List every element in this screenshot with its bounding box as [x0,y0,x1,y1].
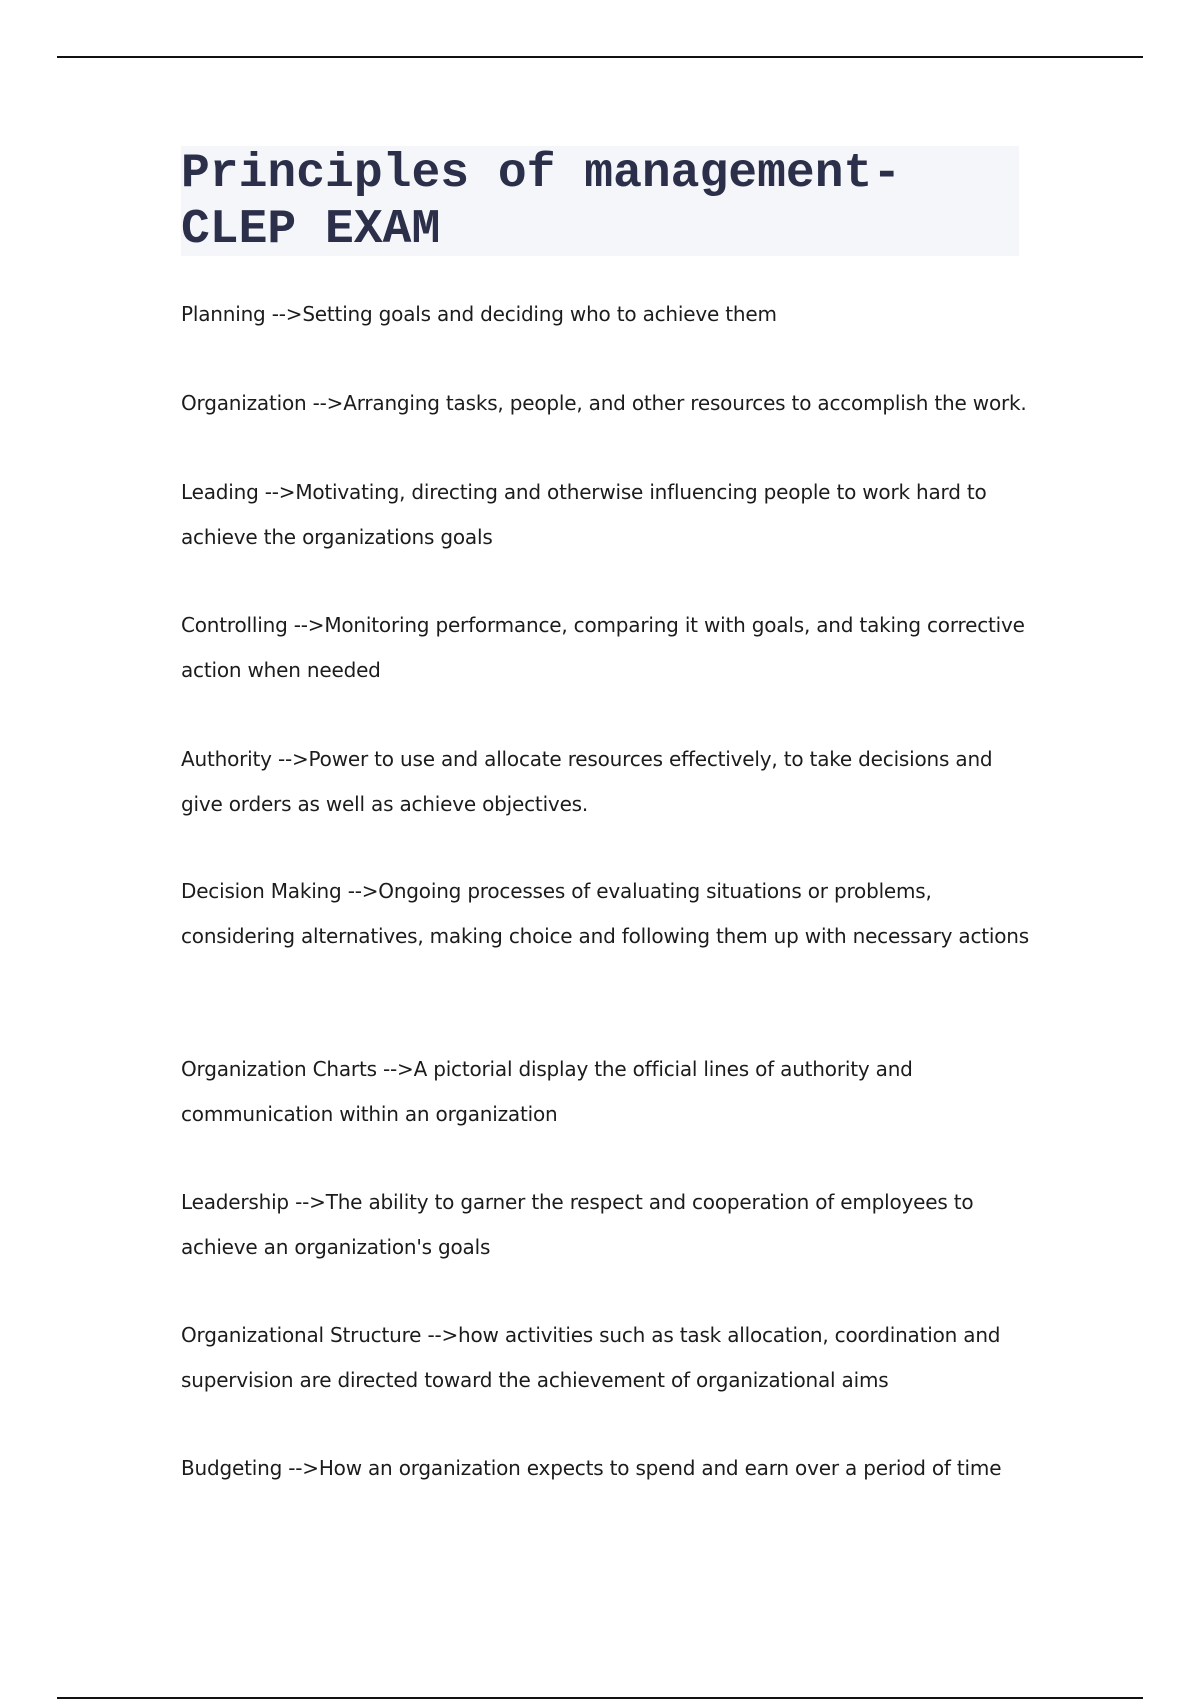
page-title [181,146,901,258]
entry-term: Planning [181,302,266,326]
entry-definition: How an organization expects to spend and earn over a period of time [318,1456,1002,1480]
entry-arrow: --> [421,1323,459,1347]
entry-authority [181,737,1031,826]
entry-planning [181,292,1031,337]
entry-arrow: --> [271,747,309,771]
entry-arrow: --> [306,391,344,415]
entry-term: Budgeting [181,1456,283,1480]
page-title-line-1: Principles of management- [181,147,902,201]
entry-definition: Motivating, directing and otherwise influencing people to work hard to achieve the organizations goals [181,480,987,549]
entry-definition: The ability to garner the respect and cooperation of employees to achieve an organization's goals [181,1190,974,1259]
entry-definition: Power to use and allocate resources effectively, to take decisions and give orders as well as achieve objectives. [181,747,993,816]
entry-organization [181,381,1031,426]
entry-definition: Arranging tasks, people, and other resources to accomplish the work. [343,391,1027,415]
entry-definition: how activities such as task allocation, coordination and supervision are directed toward the achievement of organizational aims [181,1323,1001,1392]
bottom-rule [57,1697,1143,1699]
entry-budgeting [181,1446,1031,1491]
entry-leading [181,470,1031,559]
entry-term: Leading [181,480,259,504]
entry-organization-charts [181,1047,1031,1136]
entry-definition: A pictorial display the official lines of authority and communication within an organization [181,1057,913,1126]
entry-arrow: --> [282,1456,319,1480]
entry-definition: Monitoring performance, comparing it with goals, and taking corrective action when needed [181,613,1025,682]
entry-term: Organizational Structure [181,1323,422,1347]
entry-term: Authority [181,747,272,771]
entry-arrow: --> [258,480,296,504]
entry-controlling [181,603,1031,692]
entry-definition: Ongoing processes of evaluating situations or problems, considering alternatives, making choice and following them up with necessary actions [181,879,1029,948]
entry-decision-making [181,869,1031,958]
entry-arrow: --> [287,613,325,637]
entry-leadership [181,1180,1031,1269]
entry-term: Decision Making [181,879,342,903]
page-title-line-2: CLEP EXAM [181,203,441,257]
entry-term: Organization Charts [181,1057,377,1081]
entry-arrow: --> [376,1057,414,1081]
entry-organizational-structure [181,1313,1031,1402]
entry-arrow: --> [265,302,303,326]
entry-term: Leadership [181,1190,289,1214]
entry-arrow: --> [341,879,379,903]
top-rule [57,56,1143,58]
entry-definition: Setting goals and deciding who to achieve them [302,302,777,326]
entry-term: Organization [181,391,307,415]
entry-arrow: --> [288,1190,326,1214]
title-box [181,146,1019,256]
entry-term: Controlling [181,613,288,637]
